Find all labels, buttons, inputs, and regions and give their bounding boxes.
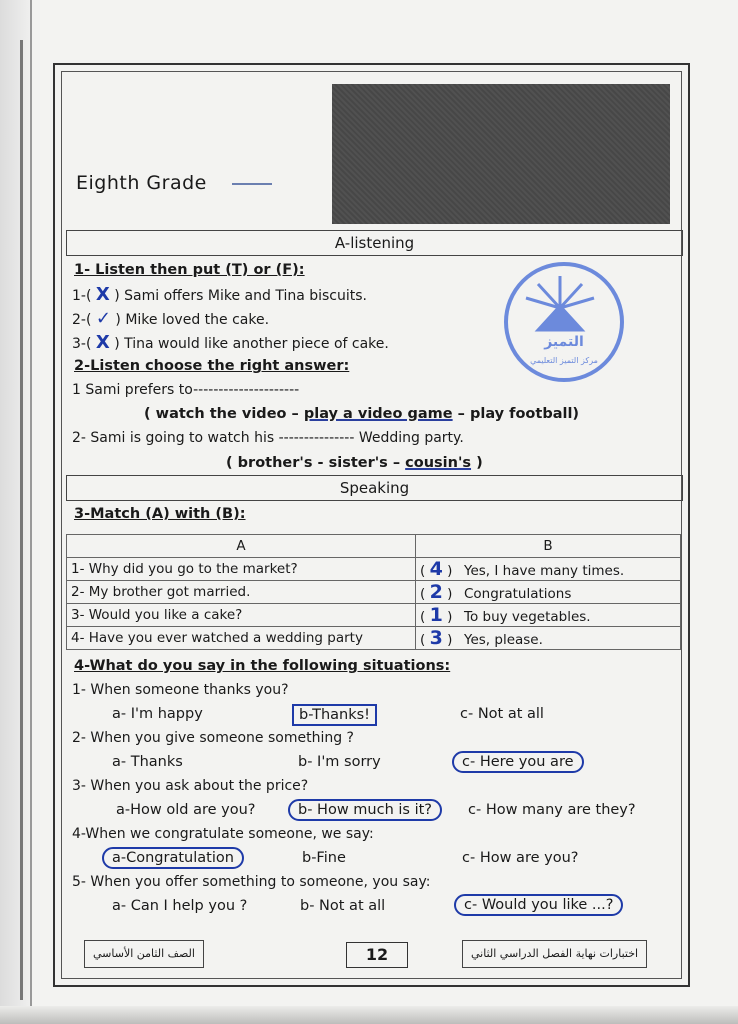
stamp-emblem-icon [508, 268, 612, 338]
q2-choices-1: ( watch the video – play a video game – play football) [144, 406, 580, 422]
q2-sentence-1: 1 Sami prefers to--------------------- [72, 382, 300, 398]
q1-heading: 1- Listen then put (T) or (F): [74, 262, 305, 278]
q4-question-5: 5- When you offer something to someone, you say: [72, 874, 431, 890]
q4-1-option-c: c- Not at all [460, 706, 544, 722]
stamp-name: التميز [544, 334, 584, 350]
grade-title: Eighth Grade [76, 172, 207, 194]
q4-question-3: 3- When you ask about the price? [72, 778, 309, 794]
redacted-block [332, 84, 670, 224]
scan-left-edge [0, 0, 32, 1024]
q4-2-option-b: b- I'm sorry [298, 754, 381, 770]
match-table-header [67, 535, 681, 558]
q4-2-option-c-selected: c- Here you are [452, 751, 584, 773]
underlined-answer: play a video game [303, 406, 453, 422]
q4-5-option-a: a- Can I help you ? [112, 898, 248, 914]
q1-item-1: 1-( X ) Sami offers Mike and Tina biscuits. [72, 284, 368, 305]
section-listening: A-listening [66, 230, 683, 256]
column-b-header: B [416, 535, 681, 558]
table-row [67, 581, 681, 604]
page-number: 12 [346, 942, 408, 968]
q4-3-option-b-selected: b- How much is it? [288, 799, 442, 821]
worksheet-page [53, 63, 690, 987]
q4-2-option-a: a- Thanks [112, 754, 183, 770]
center-stamp [504, 262, 624, 382]
q4-5-option-c-selected: c- Would you like ...? [454, 894, 623, 916]
match-b-cell: ( 1 ) To buy vegetables. [416, 604, 681, 627]
q4-question-2: 2- When you give someone something ? [72, 730, 354, 746]
q4-5-option-b: b- Not at all [300, 898, 386, 914]
q4-4-option-a-selected: a-Congratulation [102, 847, 244, 869]
footer-grade-label: الصف الثامن الأساسي [84, 940, 204, 968]
match-table [66, 534, 681, 650]
match-b-cell: ( 3 ) Yes, please. [416, 627, 681, 650]
q4-4-option-c: c- How are you? [462, 850, 579, 866]
answer-mark: X [95, 332, 110, 353]
match-b-cell: ( 4 ) Yes, I have many times. [416, 558, 681, 581]
stamp-subtitle: مركز التميز التعليمي [530, 356, 598, 365]
underlined-answer: cousin's [405, 455, 472, 471]
q4-3-option-c: c- How many are they? [468, 802, 636, 818]
footer-exam-label: اختبارات نهاية الفصل الدراسي الثاني [462, 940, 647, 968]
column-a-header: A [67, 535, 416, 558]
decorative-dash [232, 183, 272, 185]
q4-3-option-a: a-How old are you? [116, 802, 256, 818]
q1-item-3: 3-( X ) Tina would like another piece of cake. [72, 332, 389, 353]
table-row [67, 627, 681, 650]
q2-sentence-2: 2- Sami is going to watch his --------------- Wedding party. [72, 430, 464, 446]
match-a-cell: 3- Would you like a cake? [67, 604, 416, 627]
q2-choices-2: ( brother's - sister's – cousin's ) [226, 455, 483, 471]
q4-heading: 4-What do you say in the following situations: [74, 658, 451, 674]
q3-heading: 3-Match (A) with (B): [74, 506, 246, 522]
scan-bottom-edge [0, 1006, 738, 1024]
q4-question-4: 4-When we congratulate someone, we say: [72, 826, 374, 842]
table-row [67, 604, 681, 627]
q4-1-option-a: a- I'm happy [112, 706, 203, 722]
answer-mark: X [95, 284, 110, 305]
q2-heading: 2-Listen choose the right answer: [74, 358, 350, 374]
match-a-cell: 4- Have you ever watched a wedding party [67, 627, 416, 650]
match-a-cell: 2- My brother got married. [67, 581, 416, 604]
table-row [67, 558, 681, 581]
match-a-cell: 1- Why did you go to the market? [67, 558, 416, 581]
section-speaking: Speaking [66, 475, 683, 501]
q1-item-2: 2-( ✓ ) Mike loved the cake. [72, 308, 270, 329]
q4-4-option-b: b-Fine [302, 850, 346, 866]
q4-question-1: 1- When someone thanks you? [72, 682, 289, 698]
q4-1-option-b-selected: b-Thanks! [292, 704, 377, 726]
match-b-cell: ( 2 ) Congratulations [416, 581, 681, 604]
worksheet-inner-border [61, 71, 682, 979]
answer-mark: ✓ [95, 308, 111, 329]
